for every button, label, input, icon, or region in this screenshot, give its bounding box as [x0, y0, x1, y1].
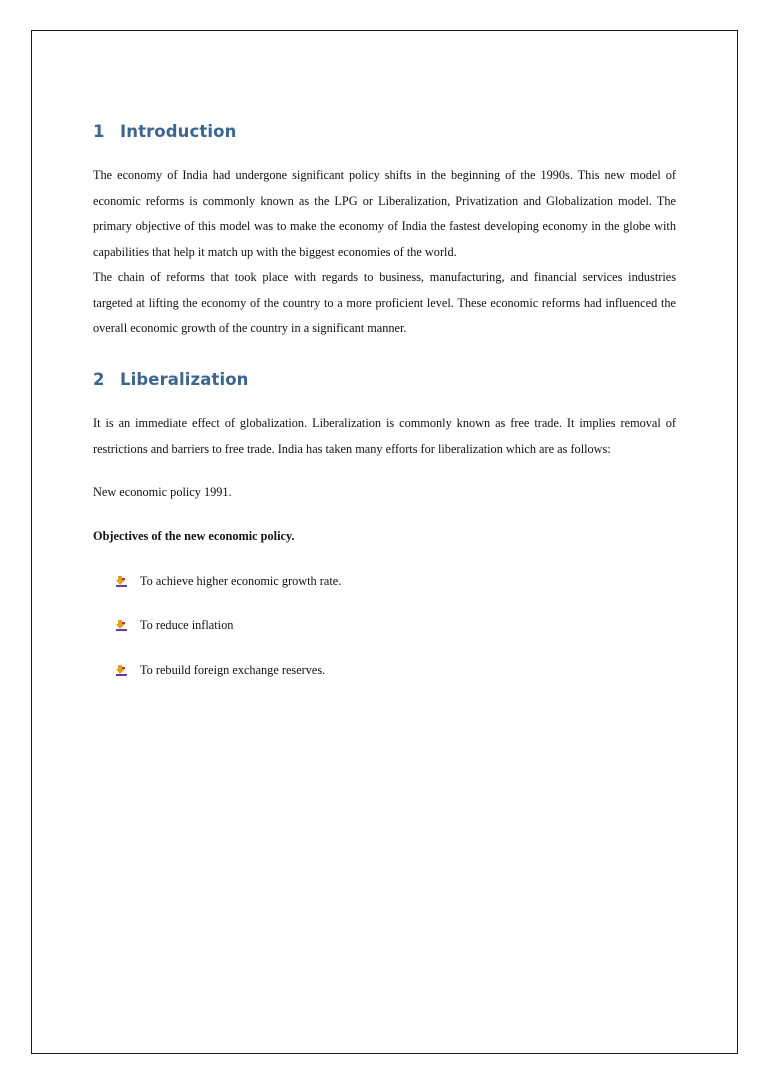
section-title: Introduction — [120, 122, 237, 141]
objectives-heading: Objectives of the new economic policy. — [93, 529, 295, 543]
objective-item — [116, 663, 325, 677]
objective-item — [116, 574, 341, 588]
section-number: 2 — [93, 370, 105, 389]
bullet-arrow-icon — [116, 620, 127, 631]
paragraph-intro-1: The economy of India had undergone significant policy shifts in the beginning of the 1990s. This new model of economic reforms is commonly known as the LPG or Liberalization, Privatization and Globalization model. The primary objective of this model was to make the economy of India the fastest developing economy in the globe with capabilities that help it match up with the biggest economies of the world. — [93, 168, 676, 259]
section-heading-introduction — [93, 122, 236, 141]
objective-text: To achieve higher economic growth rate. — [140, 573, 342, 588]
paragraph-intro-2: The chain of reforms that took place with regards to business, manufacturing, and financial services industries targeted at lifting the economy of the country to a more proficient level. These economic reforms had influenced the overall economic growth of the country in a significant manner. — [93, 270, 676, 335]
bullet-arrow-icon — [116, 665, 127, 676]
policy-line: New economic policy 1991. — [93, 485, 232, 499]
section-title: Liberalization — [120, 370, 249, 389]
paragraph-liberalization-1: It is an immediate effect of globalization. Liberalization is commonly known as free trade. It implies removal of restrictions and barriers to free trade. India has taken many efforts for liberalization which are as follows: — [93, 416, 676, 456]
section-heading-liberalization — [93, 370, 249, 389]
bullet-arrow-icon — [116, 576, 127, 587]
objective-text: To reduce inflation — [140, 617, 234, 632]
section-number: 1 — [93, 122, 105, 141]
objective-item — [116, 618, 233, 632]
objective-text: To rebuild foreign exchange reserves. — [140, 662, 326, 677]
